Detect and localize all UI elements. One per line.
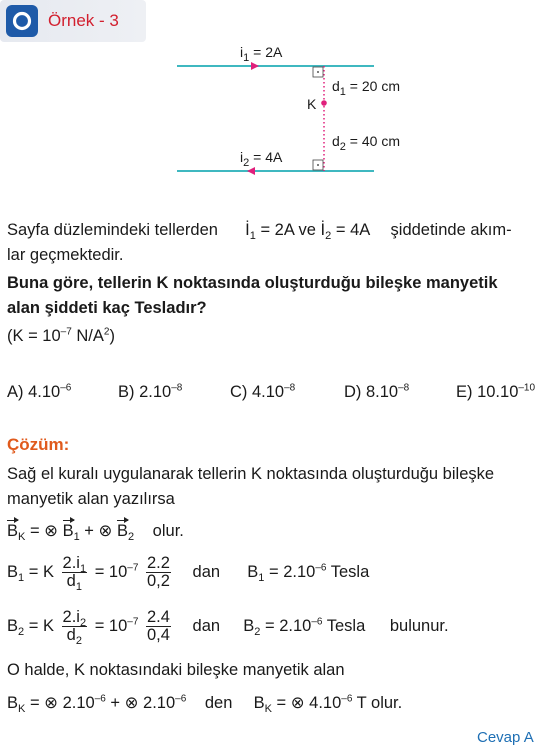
option-a[interactable]: A) $4.10^{-6}$	[7, 382, 72, 401]
option-c[interactable]: C) $4.10^{-8}$	[230, 382, 296, 401]
solution-intro2: manyetik alan yazılırsa	[7, 490, 175, 508]
question-bold2: alan şiddeti kaç Tesladır?	[7, 299, 207, 317]
question-line1: Sayfa düzlemindeki tellerden $İ_1 = 2A$ ve $İ_2 = 4A$ şiddetinde akım-	[7, 221, 512, 242]
fraction-i1-d1: $\frac{2.i_1}{d_1}$	[62, 554, 87, 594]
ring-icon	[6, 5, 38, 37]
option-d[interactable]: D) $8.10^{-8}$	[344, 382, 410, 401]
solution-intro1: Sağ el kuralı uygulanarak tellerin K noktasında oluşturduğu bileşke	[7, 465, 495, 483]
equation-b1: $B_1 = K$ $\frac{2.i_1}{d_1}$ = $10^{-7}$ $\frac{2.2}{0,2}$ dan $B_1 = 2.10^{-6}$ Tesla	[7, 554, 370, 594]
equation-b2: $B_2 = K$ $\frac{2.i_2}{d_2}$ = $10^{-7}$ $\frac{2.4}{0,4}$ dan $B_2 = 2.10^{-6}$ Tesla bulunur.	[7, 608, 449, 648]
k-constant: ($K = 10^{-7}$ $N/A^2$)	[7, 326, 115, 345]
question-line2: lar geçmektedir.	[7, 246, 124, 264]
wire-diagram	[0, 40, 553, 190]
fraction-b1-values: $\frac{2.2}{0,2}$	[147, 554, 170, 591]
current1-label: $i_1 = 2A$	[240, 44, 283, 64]
d2-label: $d_2 = 40$ cm	[332, 133, 401, 153]
fraction-i2-d2: $\frac{2.i_2}{d_2}$	[62, 608, 87, 648]
equation-vector-sum: $B_K$ = ⊗ $B_1$ + ⊗ $B_2$ olur.	[7, 522, 184, 543]
option-e[interactable]: E) $10.10^{-10}$	[456, 382, 536, 401]
current2-label: $i_2 = 4A$	[240, 149, 283, 169]
point-k-label: K	[307, 96, 317, 112]
circle-icon	[6, 5, 38, 37]
point-k	[321, 100, 327, 106]
solution-conclude: O halde, K noktasındaki bileşke manyetik alan	[7, 661, 345, 679]
d1-label: $d_1 = 20$ cm	[332, 78, 401, 98]
answer-key: Cevap A	[477, 729, 534, 746]
arrow-right-icon	[251, 62, 259, 70]
equation-result: $B_K$ = ⊗ $2.10^{-6}$ + ⊗ $2.10^{-6}$ den $B_K$ = ⊗ $4.10^{-6}$ T olur.	[7, 693, 403, 715]
solution-heading: Çözüm:	[7, 435, 70, 454]
option-b[interactable]: B) $2.10^{-8}$	[118, 382, 183, 401]
fraction-b2-values: $\frac{2.4}{0,4}$	[147, 608, 170, 645]
question-bold1: Buna göre, tellerin K noktasında oluşturduğu bileşke manyetik	[7, 274, 498, 292]
example-title: Örnek - 3	[48, 11, 119, 30]
